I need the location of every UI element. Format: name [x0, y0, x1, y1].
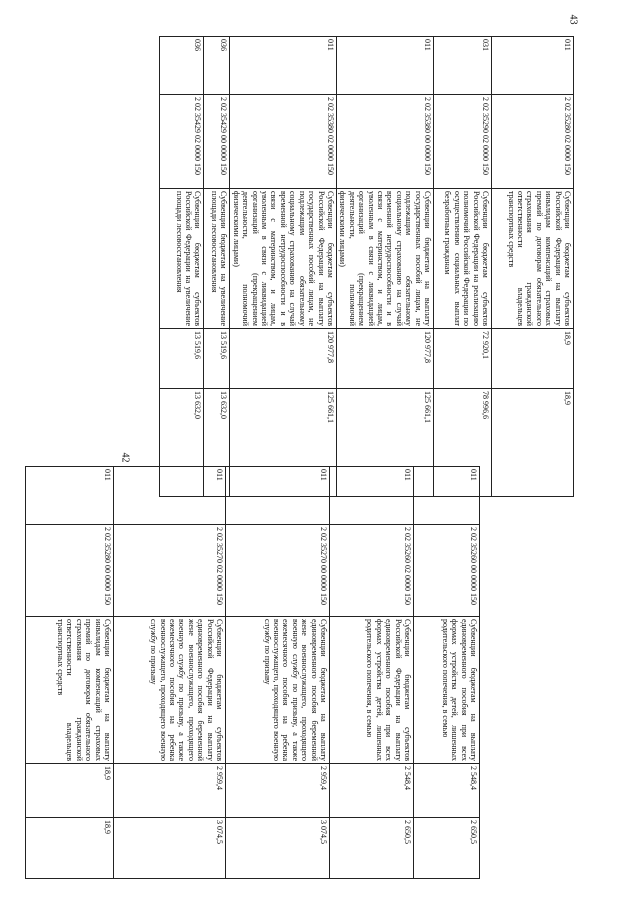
description-cell: Субвенции бюджетам на выплату инвалидам компенсаций страховых премий по договорам обязательного страхования гражданской ответственности владельцев транспортных средств	[26, 617, 114, 764]
budget-code-cell: 2 02 35380 00 0000 150	[336, 95, 433, 189]
description-cell: Субвенции бюджетам субъектов Российской Федерации на выплату инвалидам компенсаций страховых премий по договорам обязательного страхования гражданской ответственности владельцев транспортных средств	[492, 189, 574, 329]
value-2-cell: 13 632,0	[160, 389, 204, 497]
table-row	[226, 467, 330, 879]
page-43-table	[159, 36, 574, 497]
table-row	[434, 37, 492, 497]
table-row	[330, 467, 414, 879]
admin-code-cell: 036	[204, 37, 230, 95]
value-1-cell: 18,9	[26, 764, 114, 818]
value-1-cell: 13 519,6	[204, 329, 230, 389]
budget-code-cell: 2 02 35270 00 0000 150	[226, 525, 330, 617]
value-2-cell: 18,9	[492, 389, 574, 497]
description-cell: Субвенции бюджетам субъектов Российской Федерации на выплату единовременного пособия при всех формах устройства детей, лишенных родительского попечения, в семью	[330, 617, 414, 764]
value-2-cell: 13 632,0	[204, 389, 230, 497]
table-row	[204, 37, 230, 497]
budget-code-cell: 2 02 35280 02 0000 150	[492, 95, 574, 189]
admin-code-cell: 031	[434, 37, 492, 95]
value-2-cell: 3 074,5	[226, 818, 330, 879]
page-number-42: 42	[119, 452, 131, 463]
page-43-table-wrap	[159, 36, 574, 497]
description-cell: Субвенции бюджетам субъектов Российской Федерации на выплату государственных пособий лицам, не подлежащим обязательному социальному страхованию на случай временной нетрудоспособности и в связи с материнством, и лицам, уволенным в связи с ликвидацией организаций (прекращением деятельности, полномочий физическими лицами)	[230, 189, 336, 329]
budget-code-cell: 2 02 35280 00 0000 150	[26, 525, 114, 617]
table-row	[336, 37, 433, 497]
value-1-cell: 120 977,8	[336, 329, 433, 389]
description-cell: Субвенции бюджетам на увеличение площади лесовосстановления	[204, 189, 230, 329]
value-2-cell: 3 074,5	[114, 818, 226, 879]
description-cell: Субвенции бюджетам субъектов Российской Федерации на выплату единовременного пособия беременной жене военнослужащего, проходящего военную службу по призыву, а также ежемесячного пособия на ребенка военнослужащего, проходящего военную службу по призыву	[114, 617, 226, 764]
page-42-table	[25, 466, 480, 879]
admin-code-cell: 011	[26, 467, 114, 525]
value-1-cell: 120 977,8	[230, 329, 336, 389]
table-row	[26, 467, 114, 879]
budget-code-cell: 2 02 35429 00 0000 150	[204, 95, 230, 189]
admin-code-cell: 011	[114, 467, 226, 525]
description-cell: Субвенции бюджетам на выплату единовременного пособия беременной жене военнослужащего, проходящего военную службу по призыву, а также ежемесячного пособия на ребенка военнослужащего, проходящего военную службу по призыву	[226, 617, 330, 764]
value-1-cell: 18,9	[492, 329, 574, 389]
admin-code-cell: 011	[336, 37, 433, 95]
value-2-cell: 18,9	[26, 818, 114, 879]
description-cell: Субвенции бюджетам субъектов Российской Федерации на реализацию полномочий Российской Федерации по осуществлению социальных выплат безработным гражданам	[434, 189, 492, 329]
value-1-cell: 2 959,4	[114, 764, 226, 818]
table-row	[230, 37, 336, 497]
description-cell: Субвенции бюджетам на выплату государственных пособий лицам, не подлежащим обязательному социальному страхованию на случай временной нетрудоспособности и в связи с материнством, и лицам, уволенным в связи с ликвидацией организаций (прекращением деятельности, полномочий физическими лицами)	[336, 189, 433, 329]
description-cell: Субвенции бюджетам субъектов Российской Федерации на увеличение площади лесовосстановления	[160, 189, 204, 329]
value-1-cell: 13 519,6	[160, 329, 204, 389]
budget-code-cell: 2 02 35380 02 0000 150	[230, 95, 336, 189]
budget-code-cell: 2 02 35290 02 0000 150	[434, 95, 492, 189]
budget-code-cell: 2 02 35260 00 0000 150	[414, 525, 480, 617]
value-1-cell: 2 548,4	[414, 764, 480, 818]
budget-code-cell: 2 02 35260 02 0000 150	[330, 525, 414, 617]
value-2-cell: 2 650,5	[330, 818, 414, 879]
admin-code-cell: 011	[226, 467, 330, 525]
table-row	[492, 37, 574, 497]
admin-code-cell: 036	[160, 37, 204, 95]
budget-code-cell: 2 02 35429 02 0000 150	[160, 95, 204, 189]
admin-code-cell: 011	[492, 37, 574, 95]
page-number-43: 43	[567, 14, 579, 25]
value-1-cell: 2 959,4	[226, 764, 330, 818]
admin-code-cell: 011	[414, 467, 480, 525]
table-row	[160, 37, 204, 497]
value-2-cell: 78 996,6	[434, 389, 492, 497]
budget-code-cell: 2 02 35270 02 0000 150	[114, 525, 226, 617]
page-42-table-wrap	[25, 466, 480, 879]
description-cell: Субвенции бюджетам на выплату единовременного пособия при всех формах устройства детей, лишенных родительского попечения, в семью	[414, 617, 480, 764]
value-1-cell: 72 920,1	[434, 329, 492, 389]
value-2-cell: 2 650,5	[414, 818, 480, 879]
admin-code-cell: 011	[330, 467, 414, 525]
value-2-cell: 125 661,1	[230, 389, 336, 497]
value-1-cell: 2 548,4	[330, 764, 414, 818]
table-row	[414, 467, 480, 879]
value-2-cell: 125 661,1	[336, 389, 433, 497]
table-row	[114, 467, 226, 879]
admin-code-cell: 011	[230, 37, 336, 95]
